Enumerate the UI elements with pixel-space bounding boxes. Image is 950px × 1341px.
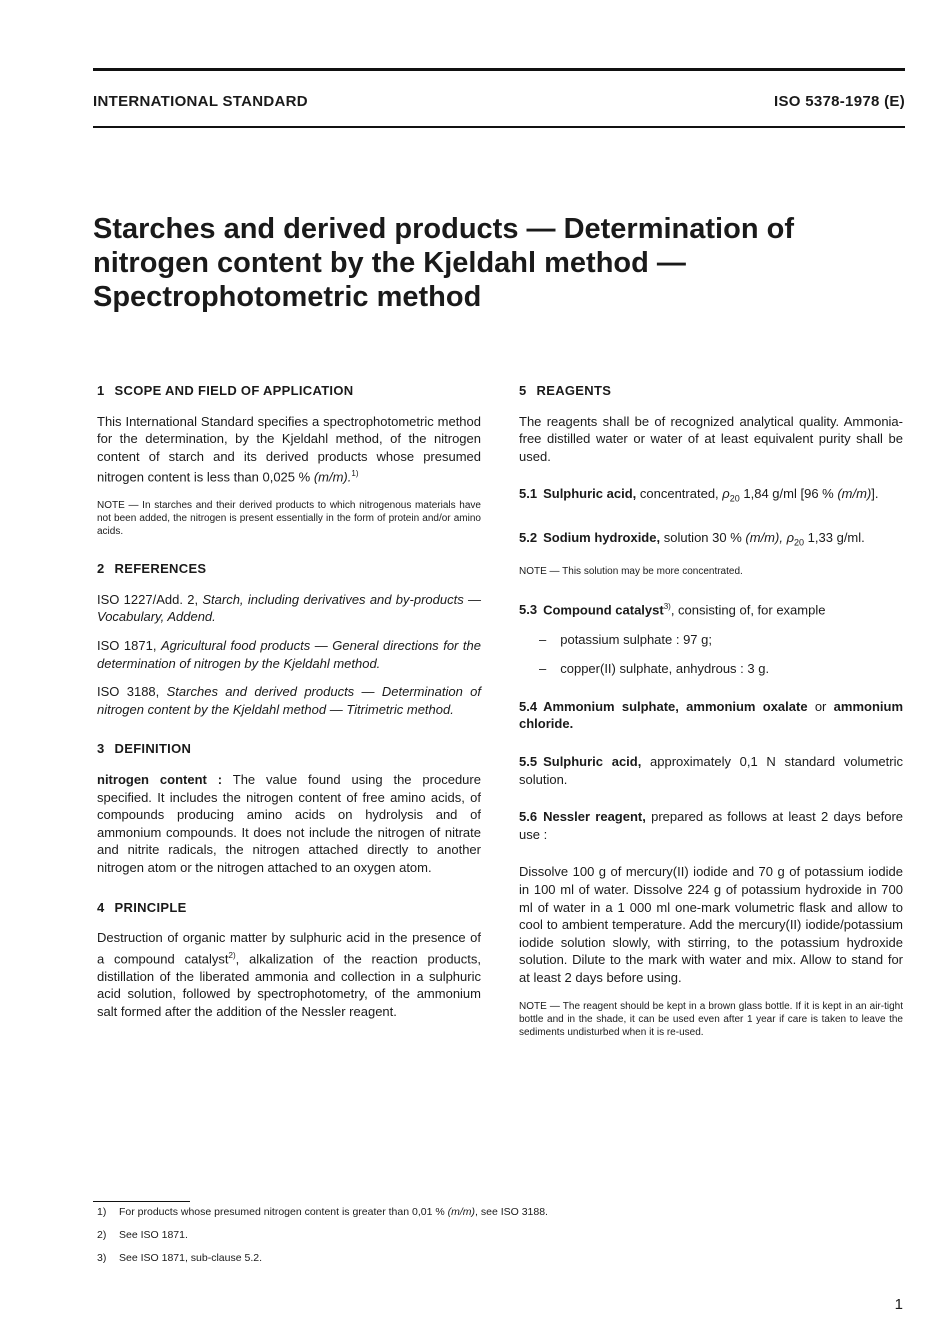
scope-note: NOTE — In starches and their derived products to which nitrogenous materials have not been added, the nitrogen is present essentially in the form of protein and/or amino acids. [97, 500, 481, 538]
footnote-1 [97, 1206, 548, 1218]
section-number: 1 [97, 383, 105, 398]
reference-title: Starches and derived products — Determination of nitrogen content by the Kjeldahl method — Titrimetric method. [97, 684, 481, 717]
reagent-label: Nessler reagent, [543, 809, 646, 825]
reagent-value: 1,84 g/ml [96 % [743, 486, 834, 502]
footnote-ref: 1) [351, 469, 359, 479]
list-item [539, 631, 903, 649]
dash-bullet: – [539, 631, 547, 647]
section-title: REAGENTS [536, 383, 612, 398]
section-heading [97, 382, 481, 400]
right-column [519, 382, 903, 1039]
principle-text: Destruction of organic matter by sulphuric acid in the presence of a compound catalyst [97, 930, 481, 967]
list-item-text: potassium sulphate : 97 g; [560, 631, 712, 647]
reagent-5-6 [519, 808, 903, 843]
section-title: PRINCIPLE [114, 899, 187, 915]
header-standard-label: INTERNATIONAL STANDARD [93, 93, 308, 110]
reagents-intro: The reagents shall be of recognized analytical quality. Ammonia-free distilled water or water of at least equivalent purity shall be used. [519, 413, 903, 464]
reference-item [97, 591, 481, 626]
clause-number: 5.3 [519, 602, 538, 618]
density-symbol: ρ [722, 486, 730, 502]
header-document-number: ISO 5378-1978 (E) [773, 93, 905, 110]
reference-title: Starch, including derivatives and by-products — Vocabulary, Addend. [97, 591, 481, 625]
catalyst-list [519, 631, 903, 678]
clause-number: 5.5 [519, 754, 538, 770]
section-title: SCOPE AND FIELD OF APPLICATION [114, 383, 354, 398]
top-rule [93, 68, 905, 71]
section-number: 3 [97, 741, 105, 757]
footnote-text: See ISO 1871, sub-clause 5.2. [119, 1252, 263, 1264]
footnote-tail: , see ISO 3188. [475, 1206, 548, 1218]
footnote-text: See ISO 1871. [119, 1229, 188, 1241]
reagent-5-4 [519, 698, 903, 733]
reagent-text: concentrated, [639, 486, 719, 502]
section-definition [97, 740, 481, 876]
footnote-3 [97, 1252, 262, 1264]
reference-code: ISO 1871, [97, 638, 157, 654]
nessler-procedure: Dissolve 100 g of mercury(II) iodide and 70 g of potassium iodide in 100 ml of water. Dissolve 224 g of potassium hydroxide in 700 ml of water in a 1 000 ml one-mark volumetric flask and allow to cool to ambient temperature. Add the mercury(II) iodide/potassium iodide solution slowly, with stirring, to the potassium hydroxide solution. Dilute to the mark with water and mix. Allow to stand for at least 2 days before using. [519, 864, 903, 985]
reagent-label: Sulphuric acid, [543, 754, 642, 770]
footnote-number: 3) [97, 1252, 107, 1264]
definition-paragraph [97, 771, 481, 877]
definition-term: nitrogen content : [97, 772, 223, 788]
nessler-note: NOTE — The reagent should be kept in a brown glass bottle. If it is kept in an air-tight bottle and in the shade, it can be used even after 1 year if care is taken to leave the sediments undisturbed when it is re-used. [519, 1000, 903, 1038]
section-heading [97, 560, 481, 578]
reagent-text: solution 30 % [663, 529, 742, 545]
footnote-2 [97, 1229, 188, 1241]
section-number: 2 [97, 561, 105, 577]
reagent-value: 1,33 g/ml. [807, 529, 865, 545]
section-heading [97, 740, 481, 758]
section-scope [97, 382, 481, 538]
section-heading [519, 382, 903, 400]
section-title: DEFINITION [114, 741, 192, 757]
reagent-5-3 [519, 598, 903, 619]
footnote-number: 2) [97, 1229, 107, 1241]
section-title: REFERENCES [114, 561, 207, 577]
clause-number: 5.2 [519, 529, 538, 545]
reagent-5-5 [519, 753, 903, 788]
section-references [97, 560, 481, 718]
reference-code: ISO 3188, [97, 684, 160, 700]
section-heading [97, 899, 481, 917]
reagent-text: approximately 0,1 N standard volumetric solution. [519, 754, 903, 787]
document-title: Starches and derived products — Determination of nitrogen content by the Kjeldahl method — Spectrophotometric method [93, 213, 794, 313]
principle-paragraph [97, 929, 481, 1020]
section-number: 5 [519, 383, 527, 398]
footnote-rule [93, 1201, 190, 1202]
section-number: 4 [97, 899, 105, 915]
principle-text-continued: , alkalization of the reaction products, distillation of the liberated ammonia and collection in a sulphuric acid solution, followed by spectrophotometry, of the ammonium salt formed after the addition of the Nessler reagent. [97, 951, 482, 1019]
footnote-ref: 2) [228, 950, 236, 960]
reagent-label: Sulphuric acid, [543, 486, 637, 502]
section-reagents [519, 382, 903, 1039]
list-item [539, 660, 903, 678]
unit-text: (m/m). [313, 469, 352, 485]
reagent-label: Ammonium sulphate, ammonium oxalate [543, 698, 808, 714]
footnote-text: For products whose presumed nitrogen content is greater than 0,01 % [119, 1206, 445, 1218]
header-rule [93, 126, 905, 128]
reagent-5-2 [519, 529, 903, 552]
clause-number: 5.6 [519, 809, 538, 825]
scope-text: This International Standard specifies a spectrophotometric method for the determination, by the Kjeldahl method, of the nitrogen content of starch and its derived products whose presumed nitrogen content is less than 0,025 % [97, 413, 481, 485]
list-item-text: copper(II) sulphate, anhydrous : 3 g. [560, 661, 770, 677]
reagent-text: , consisting of, for example [670, 602, 826, 618]
reference-item [97, 683, 481, 718]
reference-item [97, 637, 481, 672]
density-symbol: ρ [786, 529, 795, 545]
reagent-text: prepared as follows at least 2 days before use : [519, 809, 903, 842]
left-column [97, 382, 481, 1043]
footnote-number: 1) [97, 1206, 107, 1218]
clause-number: 5.4 [519, 698, 538, 714]
reagent-5-2-note: NOTE — This solution may be more concentrated. [519, 565, 743, 577]
unit-text: (m/m), [745, 529, 783, 545]
reference-code: ISO 1227/Add. 2, [97, 591, 199, 607]
reagent-tail: ]. [871, 486, 879, 502]
reagent-text: or [814, 698, 827, 714]
reagent-label-2: ammonium chloride. [519, 698, 903, 732]
scope-paragraph [97, 413, 481, 487]
reference-title: Agricultural food products — General directions for the determination of nitrogen by the Kjeldahl method. [97, 638, 481, 671]
unit-text: (m/m) [837, 486, 872, 502]
reagent-label: Compound catalyst [543, 602, 664, 618]
density-subscript: 20 [794, 537, 805, 548]
section-principle [97, 899, 481, 1021]
clause-number: 5.1 [519, 486, 538, 502]
definition-text: The value found using the procedure specified. It includes the nitrogen content of free amino acids, of compounds producing amino acids on hydrolysis and of ammonium compounds. It does not include the nitrogen of nitrate and nitrite radicals, the nitrogen attached directly to another nitrogen atom or the nitrogen attached to an oxygen atom. [97, 772, 481, 876]
page-number: 1 [894, 1296, 903, 1313]
dash-bullet: – [539, 661, 547, 677]
density-subscript: 20 [729, 493, 740, 504]
footnote-ref: 3) [663, 601, 671, 611]
unit-text: (m/m) [447, 1206, 476, 1218]
reagent-label: Sodium hydroxide, [543, 529, 661, 545]
reagent-5-1 [519, 485, 903, 508]
